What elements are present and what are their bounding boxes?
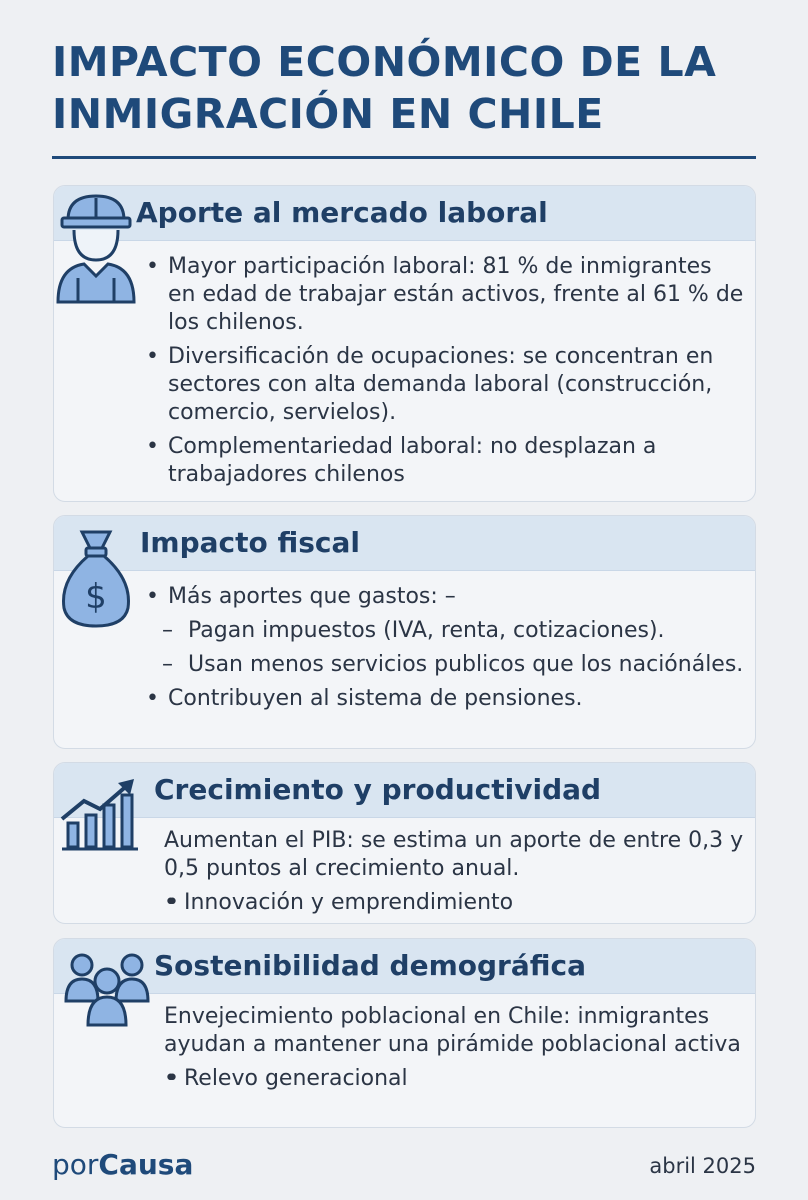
page-title: IMPACTO ECONÓMICO DE LA INMIGRACIÓN EN CHILE: [52, 38, 717, 138]
section-labor-market: [53, 185, 756, 502]
section-title: Crecimiento y productividad: [154, 773, 602, 806]
title-divider: [52, 156, 756, 159]
worker-icon: [54, 194, 140, 308]
list-item: [164, 1065, 749, 1093]
list-item: Envejecimiento poblacional en Chile: inmigrantes ayudan a mantener una pirámide poblacional activa: [164, 1004, 741, 1057]
list-item: • Contribuyen al sistema de pensiones.: [144, 685, 744, 713]
svg-text:$: $: [85, 577, 107, 617]
section-growth-productivity: [53, 762, 756, 924]
brand-prefix: por: [52, 1148, 99, 1181]
list-item: • Más aportes que gastos: –: [144, 583, 744, 611]
section-title: Sostenibilidad demográfica: [154, 949, 586, 982]
bullet-glyph: •: [164, 890, 184, 915]
list-item-text: Relevo generacional: [183, 1066, 408, 1091]
list-item-text: Innovación y emprendimiento: [183, 890, 514, 915]
list-subitem: – Pagan impuestos (IVA, renta, cotizaciones).: [162, 617, 744, 645]
section-demographic-sustainability: [53, 938, 756, 1128]
section-title: Impacto fiscal: [140, 526, 361, 559]
brand-name: Causa: [98, 1148, 194, 1181]
publication-date: abril 2025: [649, 1154, 756, 1178]
section-fiscal-impact: [53, 515, 756, 749]
growth-chart-icon: [60, 779, 140, 857]
section-title: Aporte al mercado laboral: [136, 196, 548, 229]
list-item: Aumentan el PIB: se estima un aporte de entre 0,3 y 0,5 puntos al crecimiento anual.: [164, 828, 744, 881]
list-item: [164, 889, 744, 917]
brand-logo: [52, 1148, 193, 1181]
list-subitem: – Usan menos servicios publicos que los naciónáles.: [162, 651, 744, 679]
money-bag-icon: [58, 528, 134, 634]
list-item: • Diversificación de ocupaciones: se concentran en sectores con alta demanda laboral (construcción, comercio, servielos).: [144, 343, 744, 427]
people-group-icon: [64, 951, 150, 1031]
list-item: • Complementariedad laboral: no desplazan a trabajadores chilenos: [144, 433, 744, 489]
list-item: • Mayor participación laboral: 81 % de inmigrantes en edad de trabajar están activos, frente al 61 % de los chilenos.: [144, 253, 744, 337]
bullet-glyph: •: [164, 1066, 184, 1091]
